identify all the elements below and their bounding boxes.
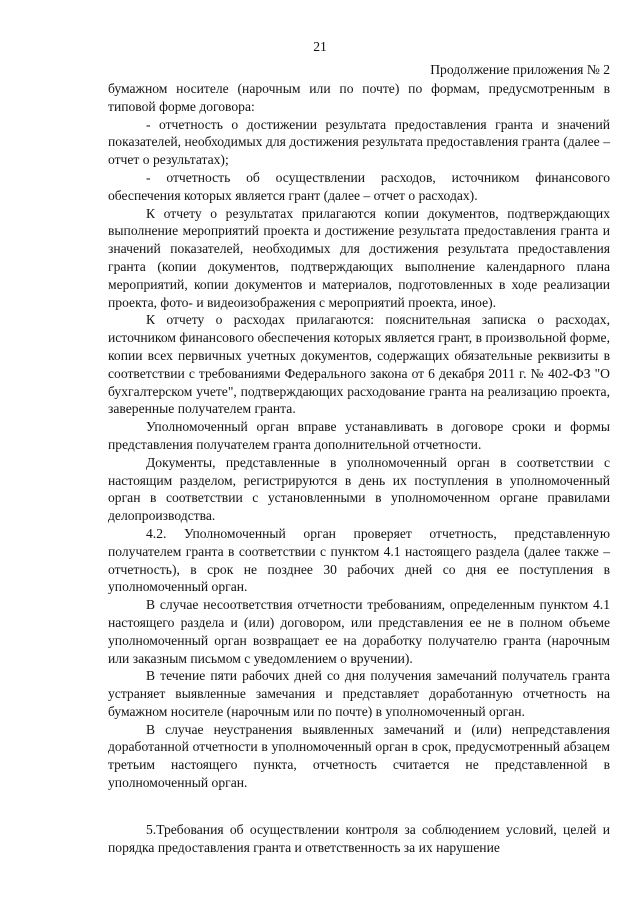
paragraph: - отчетность об осуществлении расходов, источником финансового обеспечения которых является грант (далее – отчет о расходах). [108,169,610,203]
page-number: 21 [313,39,327,54]
paragraph: Уполномоченный орган вправе устанавливать в договоре сроки и формы представления получателем гранта дополнительной отчетности. [108,419,610,452]
paragraph: К отчету о расходах прилагаются: пояснительная записка о расходах, источником финансового обеспечения которых является грант, в произвольной форме, копии всех первичных учетных документов, содержащих обязательные реквизиты в соответствии с требованиями Федерального закона от 6 декабря 2011 г. № 402-ФЗ "О бухгалтерском учете", подтверждающих расходование гранта на реализацию проекта, заверенные получателем гранта. [108,312,610,417]
paragraph: В случае несоответствия отчетности требованиям, определенным пунктом 4.1 настоящего раздела и (или) договором, или представления ее не в полном объеме уполномоченный орган возвращает ее на доработку получателю гранта (нарочным или заказным письмом с уведомлением о вручении). [108,597,610,666]
paragraph: В течение пяти рабочих дней со дня получения замечаний получатель гранта устраняет выявленные замечания и представляет доработанную отчетность на бумажном носителе (нарочным или по почте) в уполномоченный орган. [108,668,610,719]
appendix-continuation-note: Продолжение приложения № 2 [430,62,610,77]
paragraph: - отчетность о достижении результата предоставления гранта и значений показателей, необходимых для достижения результата предоставления гранта (далее – отчет о результатах); [108,116,610,168]
section-heading: 5.Требования об осуществлении контроля за соблюдением условий, целей и порядка предоставления гранта и ответственность за их нарушение [108,822,610,855]
paragraph: В случае неустранения выявленных замечаний и (или) непредставления доработанной отчетности в уполномоченный орган в срок, предусмотренный абзацем третьим настоящего пункта, отчетность считается не представленной в уполномоченный орган. [108,721,610,791]
paragraph: К отчету о результатах прилагаются копии документов, подтверждающих выполнение мероприятий проекта и достижение результата предоставления гранта и значений показателей, необходимых для достижения результата предоставления гранта (копии документов, подтверждающих выполнение календарного плана мероприятий, копии документов и материалов, подготовленных в ходе реализации проекта, фото- и видеоизображения с мероприятий проекта, иное). [108,205,610,310]
paragraph: бумажном носителе (нарочным или по почте) по формам, предусмотренным в типовой форме договора: [108,81,610,114]
paragraph: 4.2. Уполномоченный орган проверяет отчетность, представленную получателем гранта в соответствии с пунктом 4.1 настоящего раздела (далее также – отчетность), в срок не позднее 30 рабочих дней со дня ее поступления в уполномоченный орган. [108,525,610,595]
document-body [108,80,610,792]
paragraph: Документы, представленные в уполномоченный орган в соответствии с настоящим разделом, регистрируются в день их поступления в уполномоченный орган в соответствии с установленными в уполномоченном органе правилами делопроизводства. [108,454,610,524]
